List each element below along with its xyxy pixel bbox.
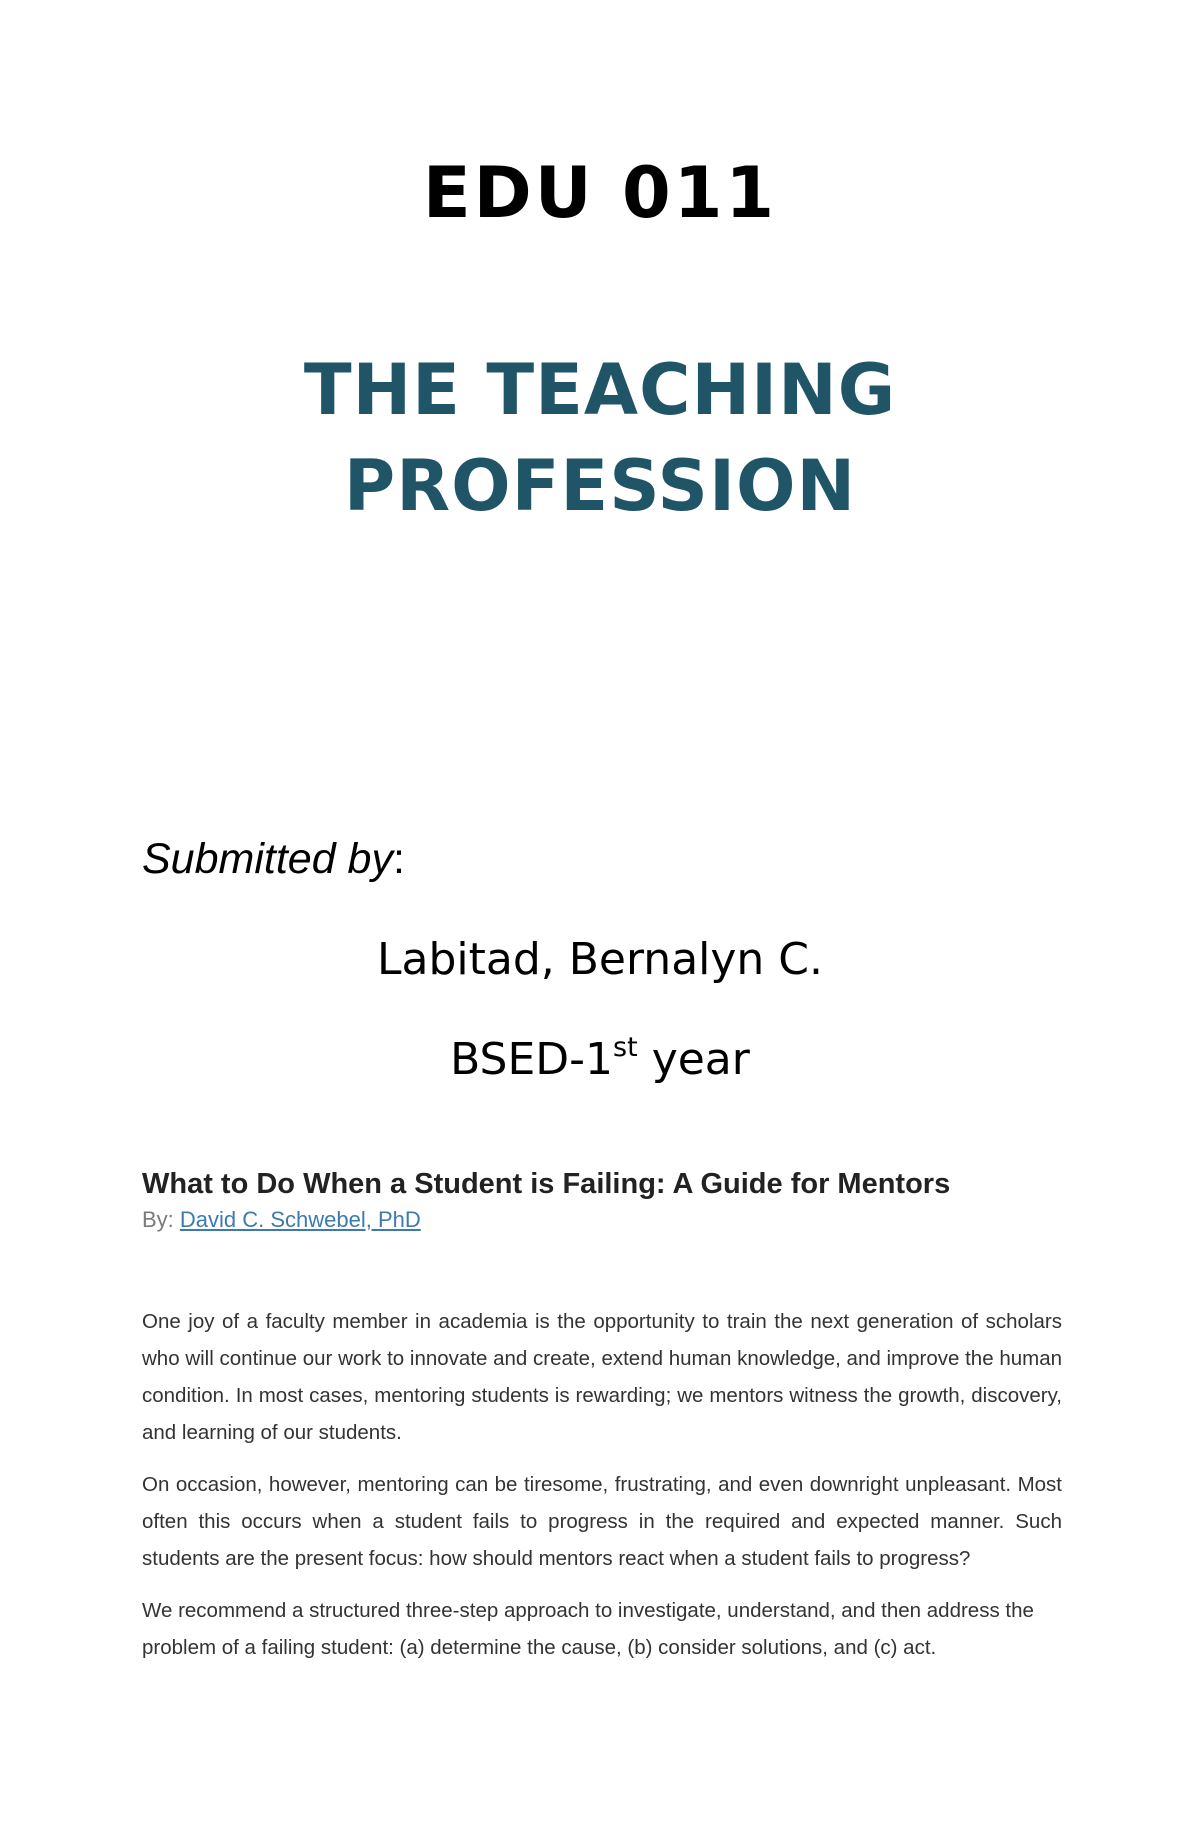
author-year-word: year <box>637 1034 750 1085</box>
byline-label: By: <box>142 1207 180 1232</box>
document-title-line-2: PROFESSION <box>343 445 857 527</box>
submitted-by-label <box>142 835 405 883</box>
submitted-by-colon: : <box>392 835 405 883</box>
author-year-suffix: st <box>613 1032 638 1063</box>
document-title <box>0 342 1200 534</box>
author-name: Labitad, Bernalyn C. <box>376 934 823 985</box>
author-year-level <box>0 1032 1200 1085</box>
article-paragraph-1: One joy of a faculty member in academia is the opportunity to train the next generation of scholars who will continue our work to innovate and create, extend human knowledge, and improve the human condition. In most cases, mentoring students is rewarding; we mentors witness the growth, discovery, and learning of our students. <box>142 1310 1062 1444</box>
article-title: What to Do When a Student is Failing: A Guide for Mentors <box>142 1168 951 1200</box>
article-byline <box>142 1209 421 1231</box>
article-paragraph-2: On occasion, however, mentoring can be tiresome, frustrating, and even downright unpleasant. Most often this occurs when a student fails to progress in the required and expected manner. Such students are the present focus: how should mentors react when a student fails to progress? <box>142 1473 1062 1570</box>
submitted-by-text: Submitted by <box>142 835 393 883</box>
article-paragraph-3: We recommend a structured three-step approach to investigate, understand, and then address the problem of a failing student: (a) determine the cause, (b) consider solutions, and (c) act. <box>142 1599 1034 1659</box>
article-author-link[interactable]: David C. Schwebel, PhD <box>179 1207 421 1232</box>
author-program: BSED-1 <box>450 1034 614 1085</box>
document-title-line-1: THE TEACHING <box>303 349 897 431</box>
article-body <box>142 1303 1062 1681</box>
course-code: EDU 011 <box>422 152 778 234</box>
